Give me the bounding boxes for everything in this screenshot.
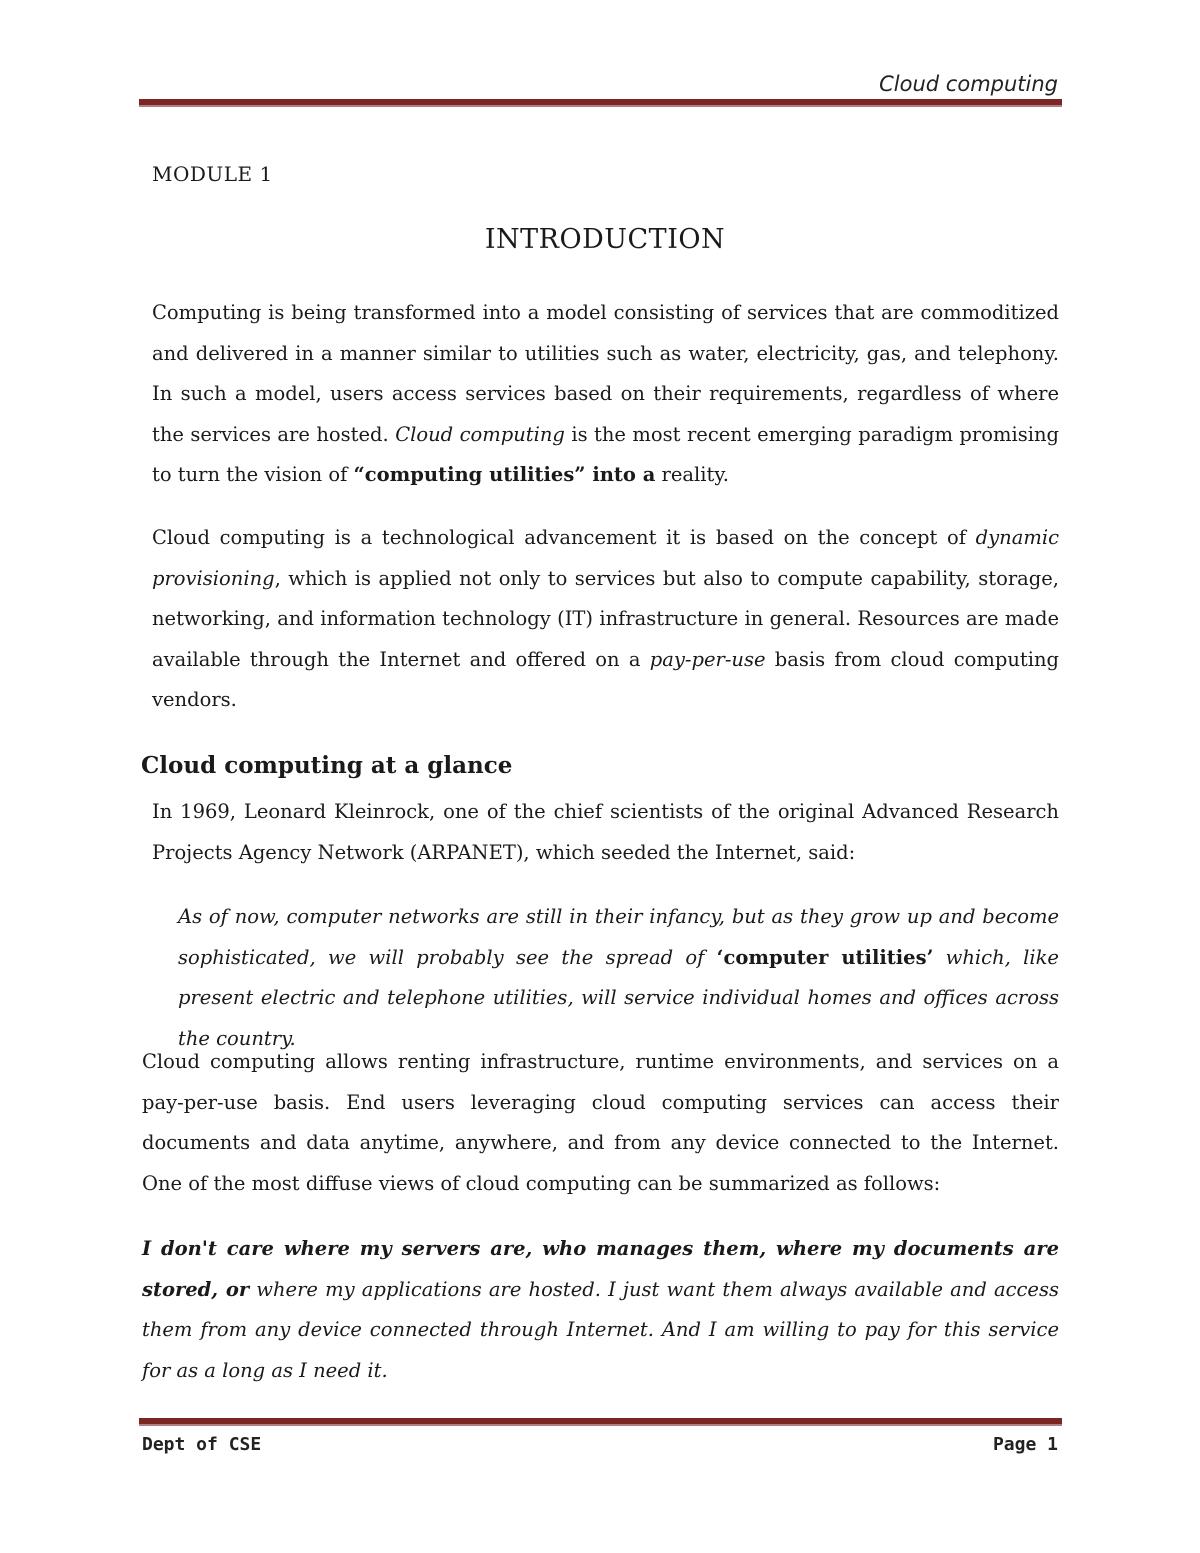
text-run: where my applications are hosted. I just want them always available and access them from any device connected through Internet. And I am willing to pay for this service for as a long as I need it. bbox=[142, 1277, 1059, 1382]
text-run: is the most recent emerging paradigm promising to turn the vision of bbox=[152, 422, 1059, 486]
text-run: As of now, computer networks are still in their infancy, but as they grow up and become sophisticated, we will probably see the spread of bbox=[178, 905, 1059, 969]
text-run: basis from cloud computing vendors. bbox=[152, 647, 1059, 711]
header-rule bbox=[139, 99, 1062, 107]
page-title: INTRODUCTION bbox=[484, 224, 726, 255]
footer-department: Dept of CSE bbox=[142, 1434, 262, 1455]
text-run: Cloud computing is a technological advancement it is based on the concept of bbox=[152, 526, 976, 549]
bold-term: ‘computer utilities’ bbox=[716, 945, 934, 969]
italic-term: pay-per-use bbox=[649, 647, 766, 671]
module-label: MODULE 1 bbox=[152, 162, 273, 186]
running-header: Cloud computing bbox=[879, 72, 1058, 96]
page-number: Page 1 bbox=[992, 1434, 1058, 1455]
bold-term: I don't care where my servers are, who manages them, where my documents are stored, or bbox=[142, 1237, 1059, 1301]
kleinrock-quote bbox=[178, 897, 1059, 1059]
text-run: , which is applied not only to services but also to compute capability, storage, networking, and information technology (IT) infrastructure in general. Resources are made available through the Internet and offered on a bbox=[152, 566, 1059, 671]
intro-paragraph-2 bbox=[152, 518, 1059, 721]
italic-term: Cloud computing bbox=[395, 422, 565, 446]
bold-term: “computing utilities” into a bbox=[353, 463, 656, 486]
text-run: Computing is being transformed into a model consisting of services that are commoditized and delivered in a manner similar to utilities such as water, electricity, gas, and telephony. In such a model, users access services based on their requirements, regardless of where the services are hosted. bbox=[152, 301, 1059, 446]
kleinrock-paragraph: In 1969, Leonard Kleinrock, one of the chief scientists of the original Advanced Research Projects Agency Network (ARPANET), which seeded the Internet, said: bbox=[152, 800, 1059, 864]
section-heading: Cloud computing at a glance bbox=[141, 752, 513, 779]
text-run: reality. bbox=[655, 463, 729, 486]
text-run: which, like present electric and telephone utilities, will service individual homes and offices across the country. bbox=[178, 945, 1059, 1050]
intro-paragraph-1 bbox=[152, 293, 1059, 496]
italic-term: dynamic provisioning bbox=[152, 526, 1059, 590]
summary-quote bbox=[142, 1229, 1059, 1391]
renting-paragraph: Cloud computing allows renting infrastructure, runtime environments, and services on a pay-per-use basis. End users leveraging cloud computing services can access their documents and data anytime, anywhere, and from any device connected to the Internet. One of the most diffuse views of cloud computing can be summarized as follows: bbox=[142, 1050, 1059, 1195]
footer-rule bbox=[139, 1418, 1062, 1426]
